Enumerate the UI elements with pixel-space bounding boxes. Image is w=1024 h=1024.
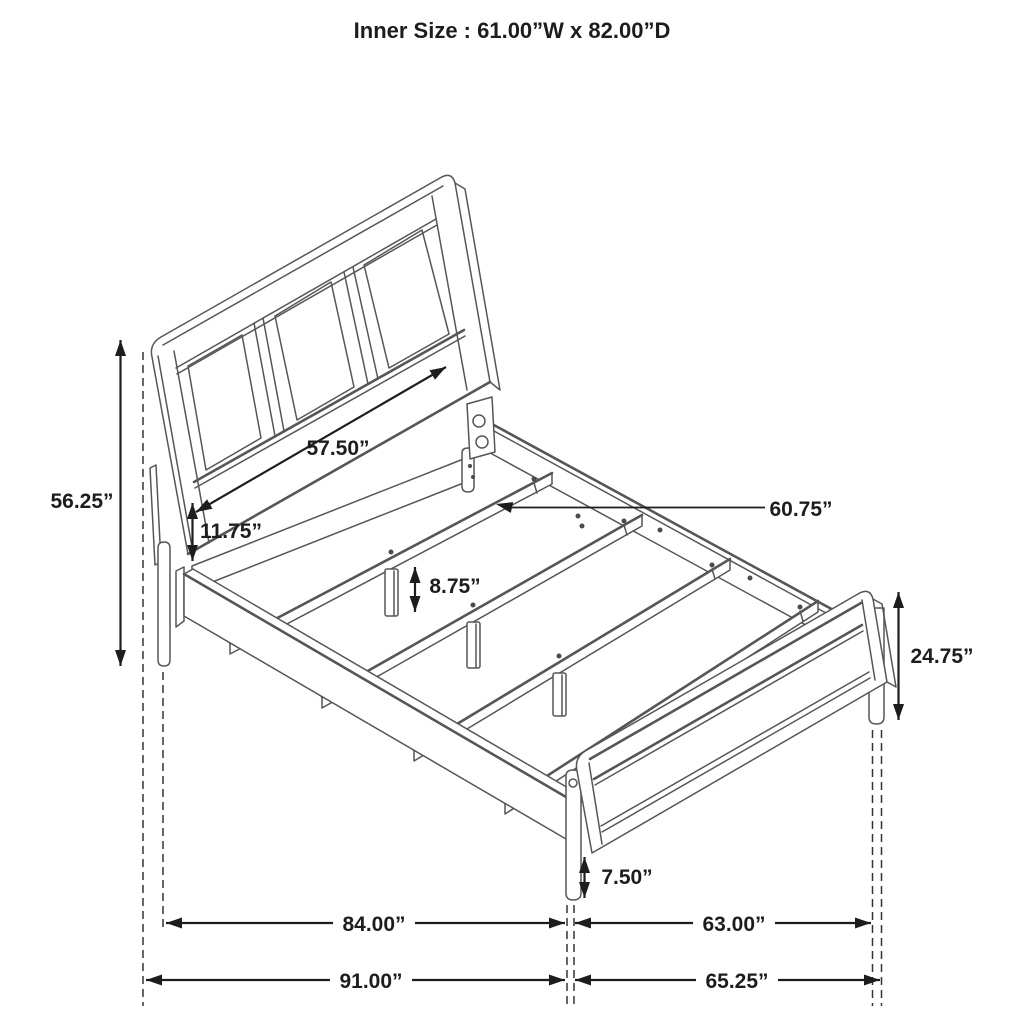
headboard-left-leg [158, 542, 170, 666]
side-rail-right [492, 424, 848, 648]
dim-label-headboard-panel-width: 57.50” [306, 437, 370, 460]
dim-label-headboard-lower-height: 11.75” [200, 520, 262, 543]
dim-label-overall-length: 91.00” [339, 970, 403, 993]
footboard-left-leg [566, 770, 581, 900]
center-leg-3 [553, 673, 566, 716]
dim-label-inner-rail-length: 84.00” [342, 913, 406, 936]
dim-label-overall-width: 65.25” [705, 970, 769, 993]
center-leg-2 [467, 622, 480, 668]
dim-label-headboard-height: 56.25” [50, 490, 114, 513]
dim-label-footboard-inner-width: 63.00” [702, 913, 766, 936]
dim-label-footboard-height: 24.75” [910, 645, 974, 668]
dim-label-slat-leg-height: 8.75” [429, 575, 481, 598]
dim-label-footboard-leg-height: 7.50” [601, 866, 653, 889]
headboard [150, 175, 500, 565]
center-leg-1 [385, 569, 398, 616]
dim-label-slat-length: 60.75” [769, 498, 833, 521]
side-rail-left [176, 567, 587, 846]
rail-bracket [467, 397, 495, 479]
diagram-title: Inner Size : 61.00”W x 82.00”D [353, 18, 671, 43]
